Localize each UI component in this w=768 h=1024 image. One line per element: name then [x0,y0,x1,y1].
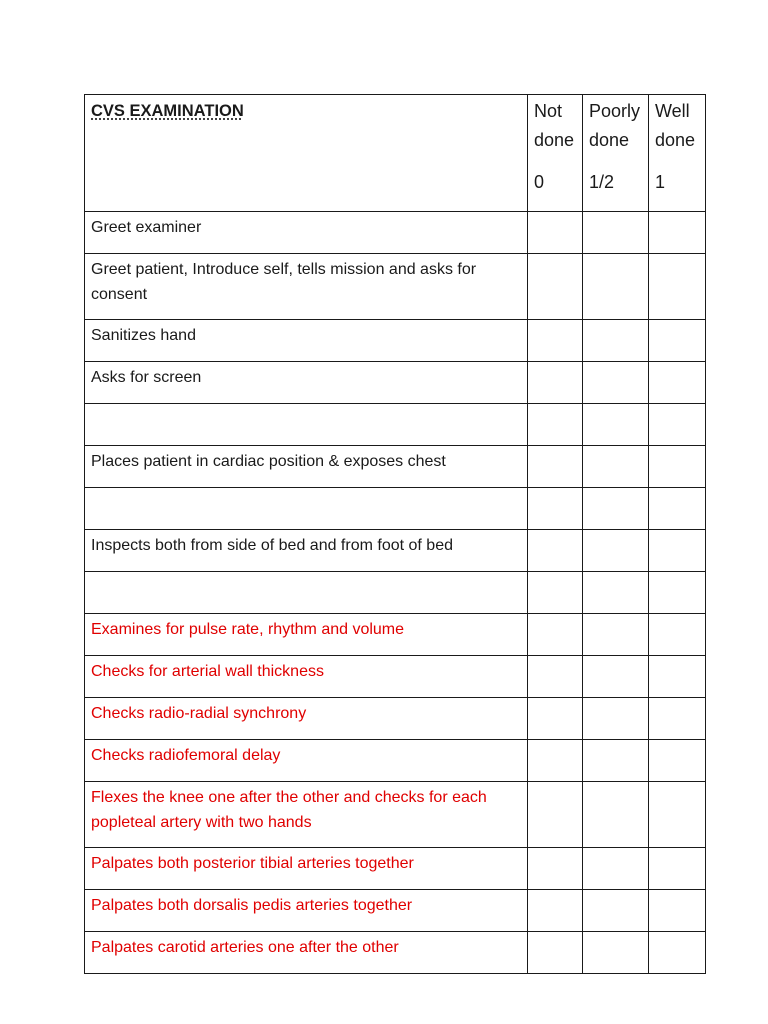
mark-cell-well-done[interactable] [649,932,706,974]
mark-cell-poorly-done[interactable] [583,320,649,362]
task-text: Greet patient, Introduce self, tells mission and asks for consent [91,261,477,303]
task-cell [85,446,528,488]
header-title-cell [85,95,528,212]
task-cell [85,656,528,698]
header-row [85,95,706,212]
task-cell [85,530,528,572]
task-text: Sanitizes hand [91,327,196,344]
mark-cell-poorly-done[interactable] [583,254,649,320]
header-poorly-done-cell [583,95,649,212]
mark-cell-well-done[interactable] [649,698,706,740]
task-cell [85,212,528,254]
task-cell [85,362,528,404]
mark-cell-poorly-done[interactable] [583,614,649,656]
mark-cell-well-done[interactable] [649,656,706,698]
mark-cell-not-done[interactable] [528,254,583,320]
table-row [85,698,706,740]
mark-cell-not-done[interactable] [528,212,583,254]
task-cell [85,572,528,614]
mark-cell-poorly-done[interactable] [583,932,649,974]
mark-cell-not-done[interactable] [528,488,583,530]
task-cell [85,890,528,932]
mark-cell-well-done[interactable] [649,782,706,848]
mark-cell-not-done[interactable] [528,740,583,782]
mark-cell-well-done[interactable] [649,362,706,404]
mark-cell-well-done[interactable] [649,446,706,488]
task-cell [85,488,528,530]
mark-cell-not-done[interactable] [528,656,583,698]
mark-cell-not-done[interactable] [528,320,583,362]
mark-cell-not-done[interactable] [528,446,583,488]
mark-cell-poorly-done[interactable] [583,890,649,932]
mark-cell-poorly-done[interactable] [583,404,649,446]
mark-cell-not-done[interactable] [528,362,583,404]
table-row [85,782,706,848]
task-text: Places patient in cardiac position & exposes chest [91,453,446,470]
task-text: Checks for arterial wall thickness [91,663,324,680]
mark-cell-well-done[interactable] [649,572,706,614]
mark-cell-not-done[interactable] [528,404,583,446]
task-text: Flexes the knee one after the other and checks for each popleteal artery with two hands [91,789,487,831]
mark-cell-not-done[interactable] [528,698,583,740]
mark-cell-well-done[interactable] [649,614,706,656]
checklist-title: CVS EXAMINATION [91,102,244,120]
table-row [85,320,706,362]
task-text: Palpates both posterior tibial arteries together [91,855,414,872]
mark-cell-not-done[interactable] [528,572,583,614]
header-poorly-done-line1: Poorly [589,101,641,121]
task-text: Greet examiner [91,219,202,236]
task-cell [85,848,528,890]
table-row [85,740,706,782]
mark-cell-well-done[interactable] [649,320,706,362]
header-well-done-score: 1 [655,172,666,192]
mark-cell-poorly-done[interactable] [583,530,649,572]
mark-cell-poorly-done[interactable] [583,656,649,698]
mark-cell-poorly-done[interactable] [583,572,649,614]
table-row [85,362,706,404]
task-text: Checks radiofemoral delay [91,747,281,764]
header-not-done-line2: done [534,130,575,150]
task-cell [85,404,528,446]
mark-cell-not-done[interactable] [528,530,583,572]
table-row [85,572,706,614]
table-row [85,446,706,488]
mark-cell-poorly-done[interactable] [583,698,649,740]
task-text: Inspects both from side of bed and from foot of bed [91,537,453,554]
table-row [85,890,706,932]
mark-cell-poorly-done[interactable] [583,362,649,404]
task-cell [85,740,528,782]
table-row [85,488,706,530]
header-poorly-done-line2: done [589,130,630,150]
header-not-done-line1: Not [534,101,563,121]
mark-cell-poorly-done[interactable] [583,488,649,530]
mark-cell-well-done[interactable] [649,404,706,446]
header-well-done-cell [649,95,706,212]
mark-cell-well-done[interactable] [649,254,706,320]
task-cell [85,932,528,974]
table-row [85,212,706,254]
table-row [85,932,706,974]
mark-cell-poorly-done[interactable] [583,848,649,890]
mark-cell-poorly-done[interactable] [583,740,649,782]
task-text: Examines for pulse rate, rhythm and volume [91,621,405,638]
task-cell [85,614,528,656]
task-cell [85,254,528,320]
table-row [85,530,706,572]
mark-cell-not-done[interactable] [528,890,583,932]
mark-cell-poorly-done[interactable] [583,446,649,488]
task-cell [85,782,528,848]
mark-cell-poorly-done[interactable] [583,782,649,848]
table-row [85,656,706,698]
header-well-done-line1: Well [655,101,690,121]
mark-cell-well-done[interactable] [649,530,706,572]
mark-cell-well-done[interactable] [649,488,706,530]
task-text: Palpates carotid arteries one after the other [91,939,399,956]
table-row [85,254,706,320]
mark-cell-not-done[interactable] [528,782,583,848]
mark-cell-not-done[interactable] [528,614,583,656]
task-text: Asks for screen [91,369,202,386]
task-text: Palpates both dorsalis pedis arteries together [91,897,413,914]
task-cell [85,320,528,362]
task-cell [85,698,528,740]
mark-cell-well-done[interactable] [649,740,706,782]
mark-cell-not-done[interactable] [528,848,583,890]
mark-cell-well-done[interactable] [649,890,706,932]
header-poorly-done-score: 1/2 [589,172,615,192]
header-well-done-line2: done [655,130,696,150]
header-not-done-cell [528,95,583,212]
header-not-done-score: 0 [534,172,545,192]
mark-cell-poorly-done[interactable] [583,212,649,254]
task-text: Checks radio-radial synchrony [91,705,307,722]
table-row [85,848,706,890]
cvs-examination-checklist-table [84,94,706,974]
mark-cell-well-done[interactable] [649,848,706,890]
table-row [85,614,706,656]
table-row [85,404,706,446]
mark-cell-well-done[interactable] [649,212,706,254]
mark-cell-not-done[interactable] [528,932,583,974]
